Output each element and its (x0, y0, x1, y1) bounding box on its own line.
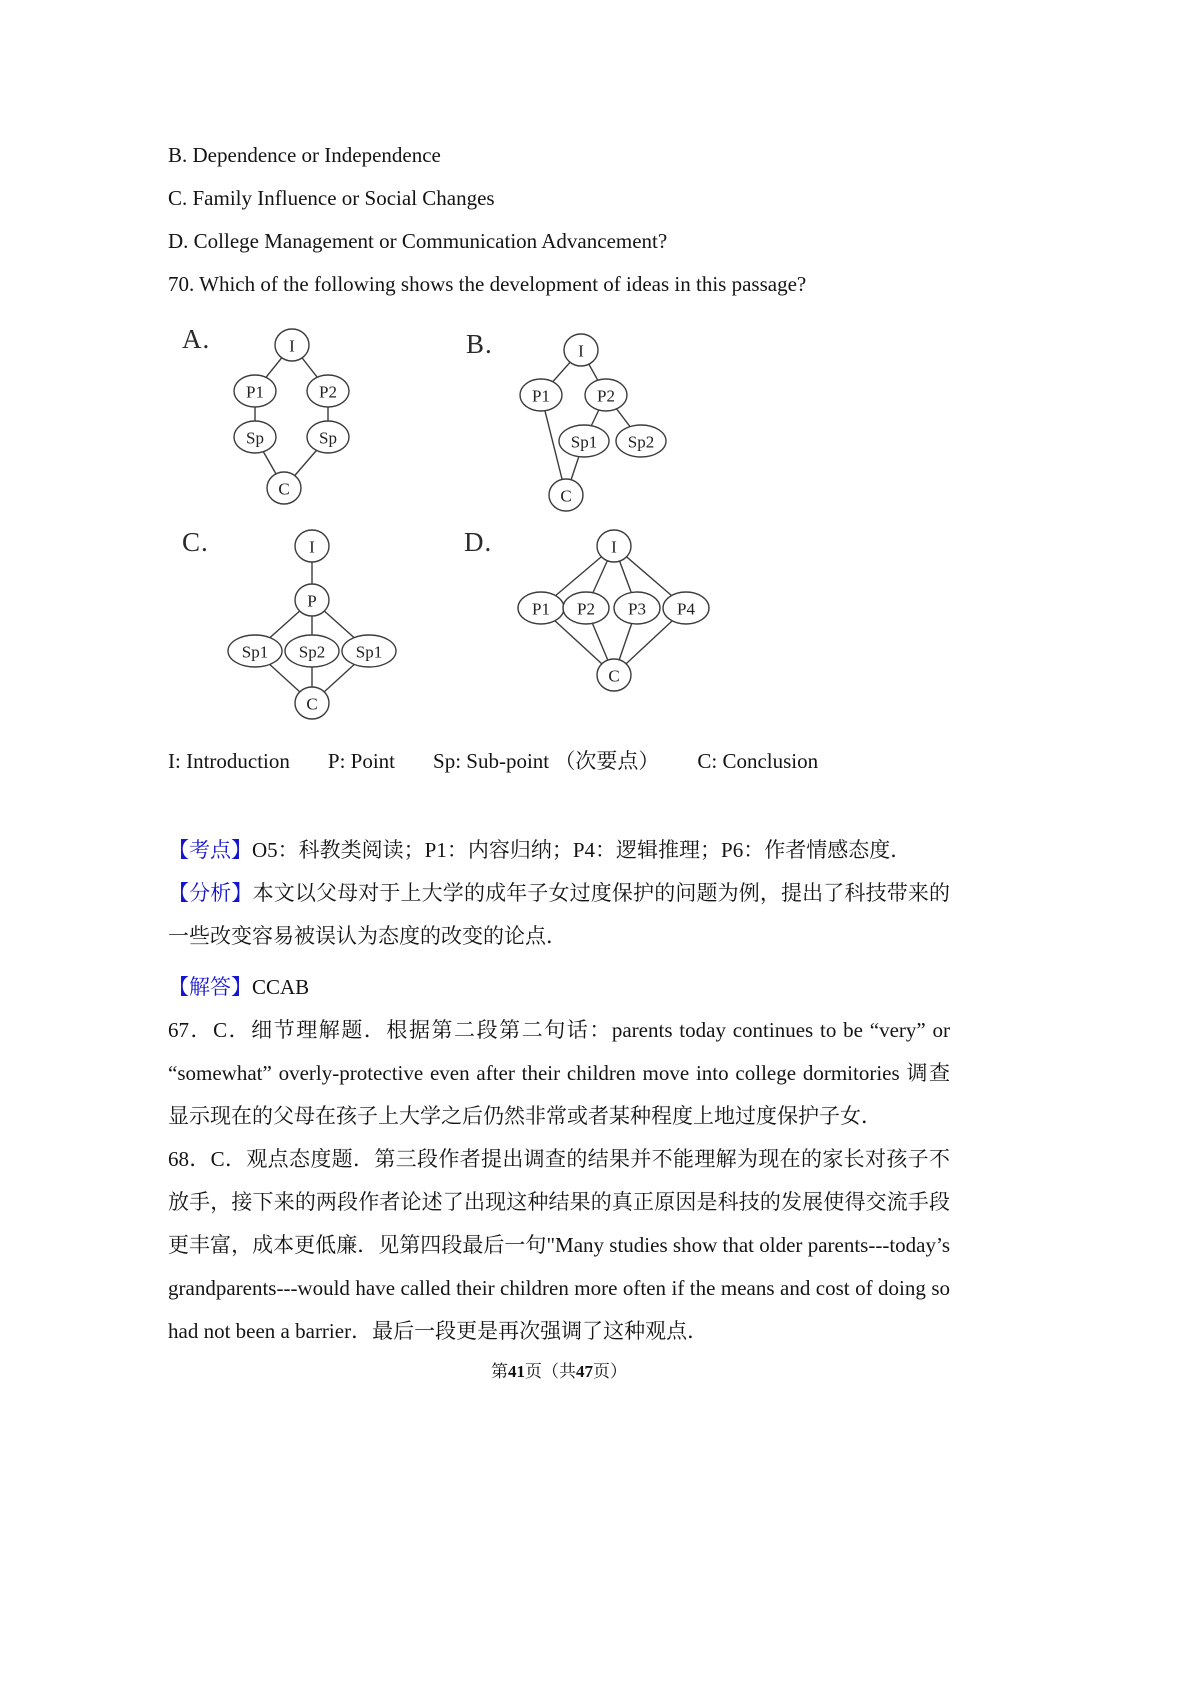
jieda-paragraph (168, 966, 950, 1009)
question-70: 70. Which of the following shows the development of ideas in this passage? (168, 272, 807, 296)
diagram-node-label: P1 (532, 599, 550, 619)
diagram-node-label: I (611, 537, 617, 557)
footer-text: 页（共 (525, 1362, 576, 1381)
footer-text: 第 (491, 1362, 508, 1381)
explanation-67: 67．C．细节理解题．根据第二段第二句话：parents today continues to be “very” or “somewhat” overly-protective even after their children move into college dormitories 调查显示现在的父母在孩子上大学之后仍然非常或者某种程度上地过度保护子女． (168, 1018, 950, 1128)
diagram-a-label: A. (182, 324, 211, 354)
footer-text: 页） (593, 1362, 627, 1381)
diagram-node-label: C (608, 666, 620, 686)
diagram-node-label: Sp1 (355, 642, 383, 662)
diagram-node-label: P2 (577, 599, 595, 619)
flow-diagram-svg (182, 320, 442, 520)
fenxi-paragraph (168, 872, 950, 958)
page-footer (168, 1357, 950, 1382)
flow-diagram-svg (464, 523, 734, 708)
kaodian-paragraph (168, 829, 950, 872)
diagram-node-label: P2 (319, 382, 337, 402)
answer-diagrams (168, 320, 950, 740)
legend-point: P: Point (327, 749, 396, 773)
diagram-node-label: Sp (319, 428, 337, 448)
diagram-node-label: Sp2 (627, 432, 655, 452)
legend-introduction: I: Introduction (168, 749, 290, 773)
diagram-node-label: I (289, 336, 295, 356)
diagram-node-label: P4 (677, 599, 695, 619)
diagram-node-label: Sp (246, 428, 264, 448)
flow-diagram-svg (182, 523, 442, 728)
diagram-node-label: Sp2 (298, 642, 326, 662)
diagram-node-label: P (307, 591, 317, 611)
diagram-c (182, 523, 442, 733)
diagram-node-label: P1 (246, 382, 264, 402)
diagram-node-label: P2 (597, 386, 615, 406)
footer-total-pages: 47 (576, 1362, 593, 1381)
option-b: B. Dependence or Independence (168, 143, 441, 167)
option-d: D. College Management or Communication Advancement? (168, 229, 668, 253)
jieda-tag: 【解答】 (168, 975, 252, 999)
fenxi-tag: 【分析】 (168, 881, 253, 905)
diagram-node-label: Sp1 (241, 642, 269, 662)
flow-diagram-svg (466, 325, 726, 525)
diagram-node-label: C (560, 486, 572, 506)
diagram-c-label: C. (182, 527, 209, 557)
diagram-node-label: C (278, 479, 290, 499)
document-page (168, 134, 950, 1382)
diagram-node-label: I (578, 341, 584, 361)
kaodian-tag: 【考点】 (168, 838, 252, 862)
explanation-68: 68．C．观点态度题．第三段作者提出调查的结果并不能理解为现在的家长对孩子不放手，接下来的两段作者论述了出现这种结果的真正原因是科技的发展使得交流手段更丰富，成本更低廉．见第四段最后一句"Many studies show that older parents---today’s grandparents---would have called their children more often if the means and cost of doing so had not been a barrier．最后一段更是再次强调了这种观点． (168, 1147, 950, 1343)
footer-page-number: 41 (508, 1362, 525, 1381)
kaodian-text: O5：科教类阅读；P1：内容归纳；P4：逻辑推理；P6：作者情感态度． (252, 838, 912, 862)
option-c: C. Family Influence or Social Changes (168, 186, 495, 210)
diagram-node-label: P3 (628, 599, 646, 619)
diagram-d (464, 523, 734, 713)
jieda-answer: CCAB (252, 975, 310, 999)
legend-subpoint: Sp: Sub-point （次要点） (433, 749, 660, 773)
diagram-b (466, 325, 726, 530)
fenxi-text: 本文以父母对于上大学的成年子女过度保护的问题为例，提出了科技带来的一些改变容易被误认为态度的改变的论点． (168, 881, 951, 948)
legend-conclusion: C: Conclusion (697, 749, 819, 773)
diagram-node-label: Sp1 (570, 432, 598, 452)
diagram-node-label: I (309, 537, 315, 557)
diagram-a (182, 320, 442, 525)
diagram-node-label: C (306, 694, 318, 714)
diagram-legend (168, 740, 950, 783)
diagram-d-label: D. (464, 527, 493, 557)
diagram-node-label: P1 (532, 386, 550, 406)
diagram-b-label: B. (466, 329, 493, 359)
